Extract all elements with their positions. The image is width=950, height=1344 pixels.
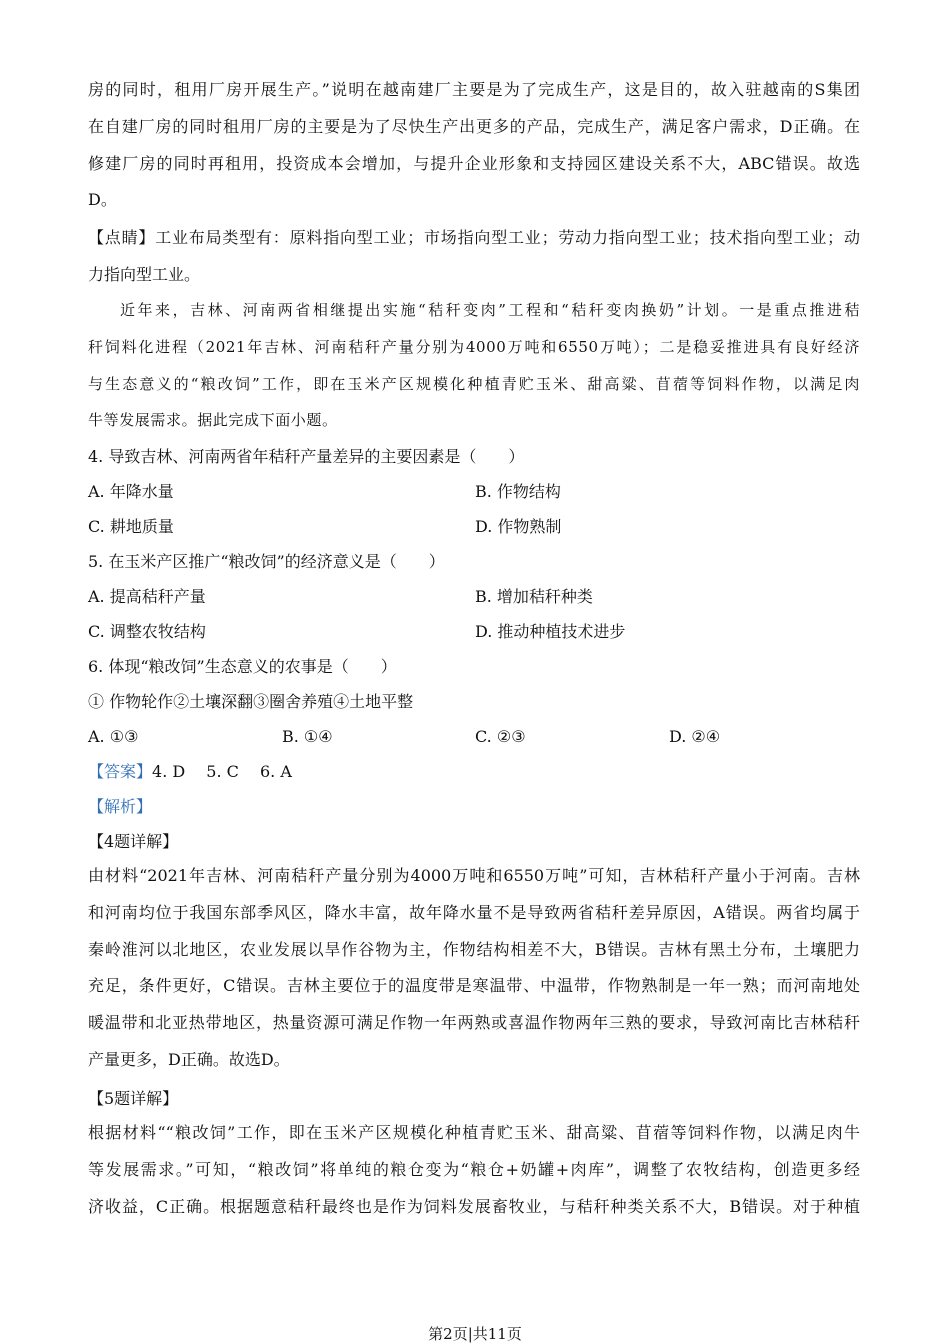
answer-tag: 【答案】 [88,762,153,781]
text-line: 秆饲料化进程（2021年吉林、河南秸秆产量分别为4000万吨和6550万吨）；二是稳妥推进具有良好经济 [88,337,860,356]
answer-line [88,762,292,782]
text-line: 等发展需求。”可知，“粮改饲”将单纯的粮仓变为“粮仓+奶罐+肉库”，调整了农牧结构，创造更多经 [88,1159,860,1179]
text-line: 暖温带和北亚热带地区，热量资源可满足作物一年两熟或喜温作物两年三熟的要求，导致河南比吉林秸秆 [88,1013,860,1033]
q4-option-b: B. 作物结构 [475,482,561,501]
text-line: 根据材料““粮改饲”工作，即在玉米产区规模化种植青贮玉米、甜高粱、苜蓿等饲料作物，以满足肉牛 [88,1123,860,1142]
q5-option-d: D. 推动种植技术进步 [475,622,626,641]
text-line: 秦岭淮河以北地区，农业发展以旱作谷物为主，作物结构相差不大，B错误。吉林有黑土分布，土壤肥力 [88,939,860,959]
q6-option-c: C. ②③ [475,727,526,746]
q5-option-c: C. 调整农牧结构 [88,622,206,641]
q4-option-d: D. 作物熟制 [475,517,562,536]
continuation-paragraph [88,72,860,219]
text-line: 修建厂房的同时再租用，投资成本会增加，与提升企业形象和支持园区建设关系不大，ABC错误。故选 [88,153,860,173]
text-line: 房的同时，租用厂房开展生产。”说明在越南建厂主要是为了完成生产，这是目的，故入驻越南的S集团 [88,80,860,99]
question-6-items: ① 作物轮作②土壤深翻③圈舍养殖④土地平整 [88,692,414,711]
dianjing-text: 工业布局类型有：原料指向型工业；市场指向型工业；劳动力指向型工业；技术指向型工业；动 [155,228,860,247]
text-line: 与生态意义的“粮改饲”工作，即在玉米产区规模化种植青贮玉米、甜高粱、苜蓿等饲料作物，以满足肉 [88,374,860,393]
q6-option-b: B. ①④ [282,727,333,746]
q5-option-a: A. 提高秸秆产量 [88,587,206,606]
reading-passage [88,292,860,439]
q4-option-c: C. 耕地质量 [88,517,174,536]
question-4-stem: 4. 导致吉林、河南两省年秸秆产量差异的主要因素是（ ） [88,447,525,466]
page-footer: 第2页|共11页 [428,1325,522,1343]
q6-option-d: D. ②④ [669,727,721,746]
text-line: 充足，条件更好，C错误。吉林主要位于的温度带是寒温带、中温带，作物熟制是一年一熟；而河南地处 [88,976,860,996]
question-6-stem: 6. 体现“粮改饲”生态意义的农事是（ ） [88,657,397,676]
text-line: D。 [88,190,117,210]
question-5-stem: 5. 在玉米产区推广“粮改饲”的经济意义是（ ） [88,552,445,571]
text-line: 近年来，吉林、河南两省相继提出实施“秸秆变肉”工程和“秸秆变肉换奶”计划。一是重点推进秸 [120,301,860,319]
detail-4-heading: 【4题详解】 [88,832,179,851]
text-line [88,220,860,257]
text-line: 和河南均位于我国东部季风区，降水丰富，故年降水量不是导致两省秸秆差异原因，A错误。两省均属于 [88,902,860,922]
text-line: 力指向型工业。 [88,264,201,284]
text-line: 产量更多，D正确。故选D。 [88,1049,290,1069]
answer-text: 4. D 5. C 6. A [152,762,292,781]
detail-4-body [88,858,860,1079]
detail-5-body [88,1115,860,1225]
q5-option-b: B. 增加秸秆种类 [475,587,593,606]
q6-option-a: A. ①③ [88,727,139,746]
dianjing-tag: 【点睛】 [88,228,156,247]
q4-option-a: A. 年降水量 [88,482,174,501]
text-line: 由材料“2021年吉林、河南秸秆产量分别为4000万吨和6550万吨”可知，吉林秸秆产量小于河南。吉林 [88,866,860,885]
dianjing-note [88,220,860,294]
text-line: 济收益，C正确。根据题意秸秆最终也是作为饲料发展畜牧业，与秸秆种类关系不大，B错误。对于种植 [88,1196,860,1216]
text-line: 在自建厂房的同时租用厂房的主要是为了尽快生产出更多的产品，完成生产，满足客户需求，D正确。在 [88,116,860,136]
detail-5-heading: 【5题详解】 [88,1089,179,1108]
text-line: 牛等发展需求。据此完成下面小题。 [88,411,338,430]
analysis-tag: 【解析】 [88,797,153,816]
